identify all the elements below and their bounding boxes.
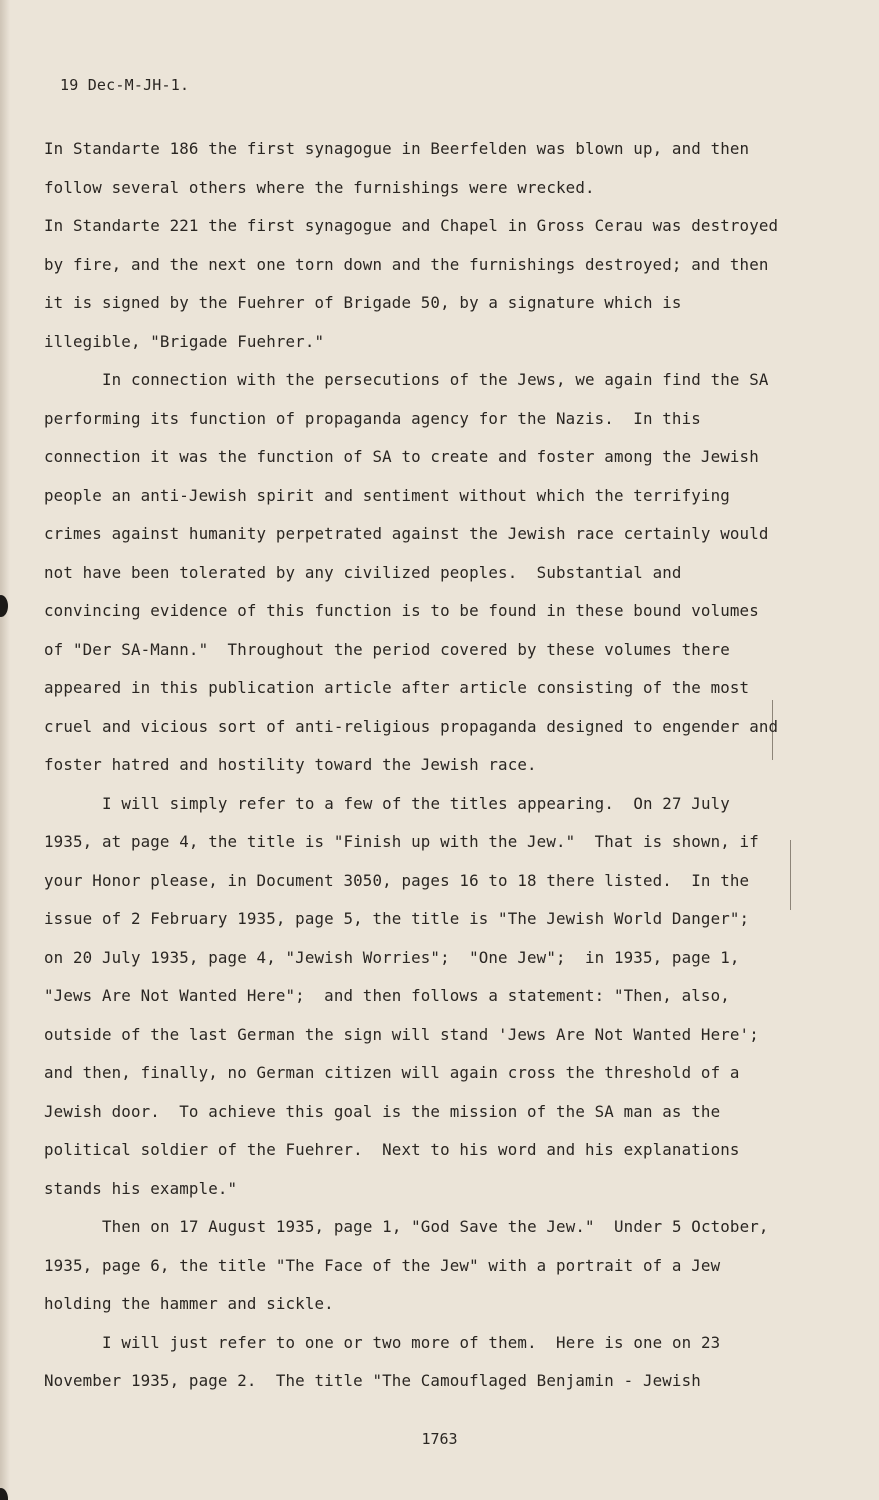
paragraph: I will just refer to one or two more of them. Here is one on 23 November 1935, page 2. The title "The Camouflaged Benjamin - Jewish	[44, 1332, 730, 1390]
document-body	[44, 130, 788, 1401]
margin-pencil-mark	[790, 840, 791, 910]
page-reference: 19 Dec-M-JH-1.	[60, 76, 190, 94]
page-number: 1763	[421, 1430, 458, 1448]
paragraph: In Standarte 186 the first synagogue in Beerfelden was blown up, and then follow several others where the furnishings were wrecked.	[44, 139, 759, 197]
paragraph: Then on 17 August 1935, page 1, "God Save the Jew." Under 5 October, 1935, page 6, the title "The Face of the Jew" with a portrait of a Jew holding the hammer and sickle.	[44, 1217, 779, 1313]
paragraph: In connection with the persecutions of the Jews, we again find the SA performing its function of propaganda agency for the Nazis. In this connection it was the function of SA to create and foster among the Jewish people an anti-Jewish spirit and sentiment without which the terrifying crimes against humanity perpetrated against the Jewish race certainly would not have been tolerated by any civilized peoples. Substantial and convincing evidence of this function is to be found in these bound volumes of "Der SA-Mann." Throughout the period covered by these volumes there appeared in this publication article after article consisting of the most cruel and vicious sort of anti-religious propaganda designed to engender and foster hatred and hostility toward the Jewish race.	[44, 370, 788, 774]
paragraph: In Standarte 221 the first synagogue and Chapel in Gross Cerau was destroyed by fire, and the next one torn down and the furnishings destroyed; and then it is signed by the Fuehrer of Brigade 50, by a signature which is illegible, "Brigade Fuehrer."	[44, 216, 788, 351]
page-edge-shadow	[0, 0, 10, 1500]
paragraph: I will simply refer to a few of the titles appearing. On 27 July 1935, at page 4, the title is "Finish up with the Jew." That is shown, if your Honor please, in Document 3050, pages 16 to 18 there listed. In the issue of 2 February 1935, page 5, the title is "The Jewish World Danger"; on 20 July 1935, page 4, "Jewish Worries"; "One Jew"; in 1935, page 1, "Jews Are Not Wanted Here"; and then follows a statement: "Then, also, outside of the last German the sign will stand 'Jews Are Not Wanted Here'; and then, finally, no German citizen will again cross the threshold of a Jewish door. To achieve this goal is the mission of the SA man as the political soldier of the Fuehrer. Next to his word and his explanations stands his example."	[44, 793, 779, 1198]
